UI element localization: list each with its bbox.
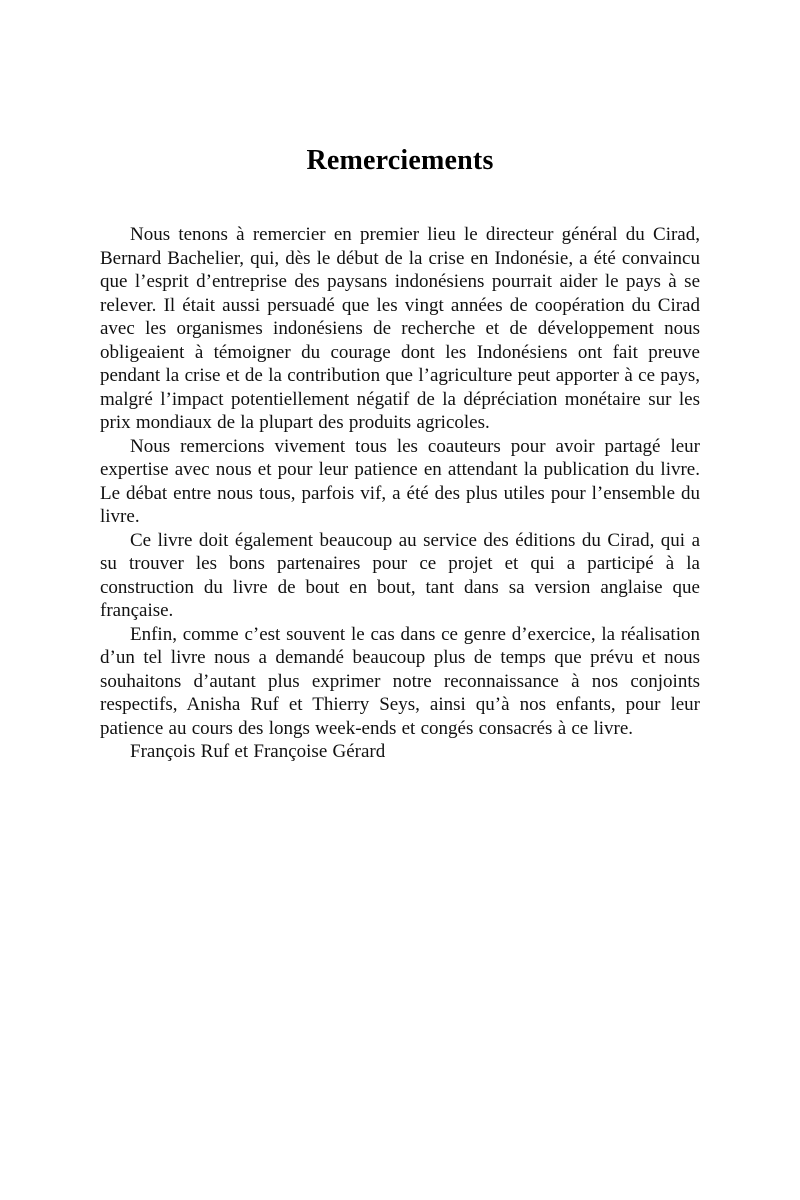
paragraph: Ce livre doit également beaucoup au service des éditions du Cirad, qui a su trouver les bons partenaires pour ce projet et qui a participé à la construction du livre de bout en bout, tant dans sa version anglaise que française. [100, 529, 700, 621]
paragraph: Nous remercions vivement tous les coauteurs pour avoir partagé leur expertise avec nous et pour leur patience en attendant la publication du livre. Le débat entre nous tous, parfois vif, a été des plus utiles pour l’ensemble du livre. [100, 435, 700, 527]
body-text [100, 223, 700, 764]
signature-line: François Ruf et Françoise Gérard [130, 741, 386, 762]
paragraph: Nous tenons à remercier en premier lieu le directeur général du Cirad, Bernard Bachelier, qui, dès le début de la crise en Indonésie, a été convaincu que l’esprit d’entreprise des paysans indonésiens pourrait aider le pays à se relever. Il était aussi persuadé que les vingt années de coopération du Cirad avec les organismes indonésiens de recherche et de développement nous obligeaient à témoigner du courage dont les Indonésiens ont fait preuve pendant la crise et de la contribution que l’agriculture peut apporter à ce pays, malgré l’impact potentiellement négatif de la dépréciation monétaire sur les prix mondiaux de la plupart des produits agricoles. [100, 224, 700, 433]
page-title: Remerciements [306, 145, 494, 176]
paragraph: Enfin, comme c’est souvent le cas dans ce genre d’exercice, la réalisation d’un tel livre nous a demandé beaucoup plus de temps que prévu et nous souhaitons d’autant plus exprimer notre reconnaissance à nos conjoints respectifs, Anisha Ruf et Thierry Seys, ainsi qu’à nos enfants, pour leur patience au cours des longs week-ends et congés consacrés à ce livre. [100, 623, 700, 739]
